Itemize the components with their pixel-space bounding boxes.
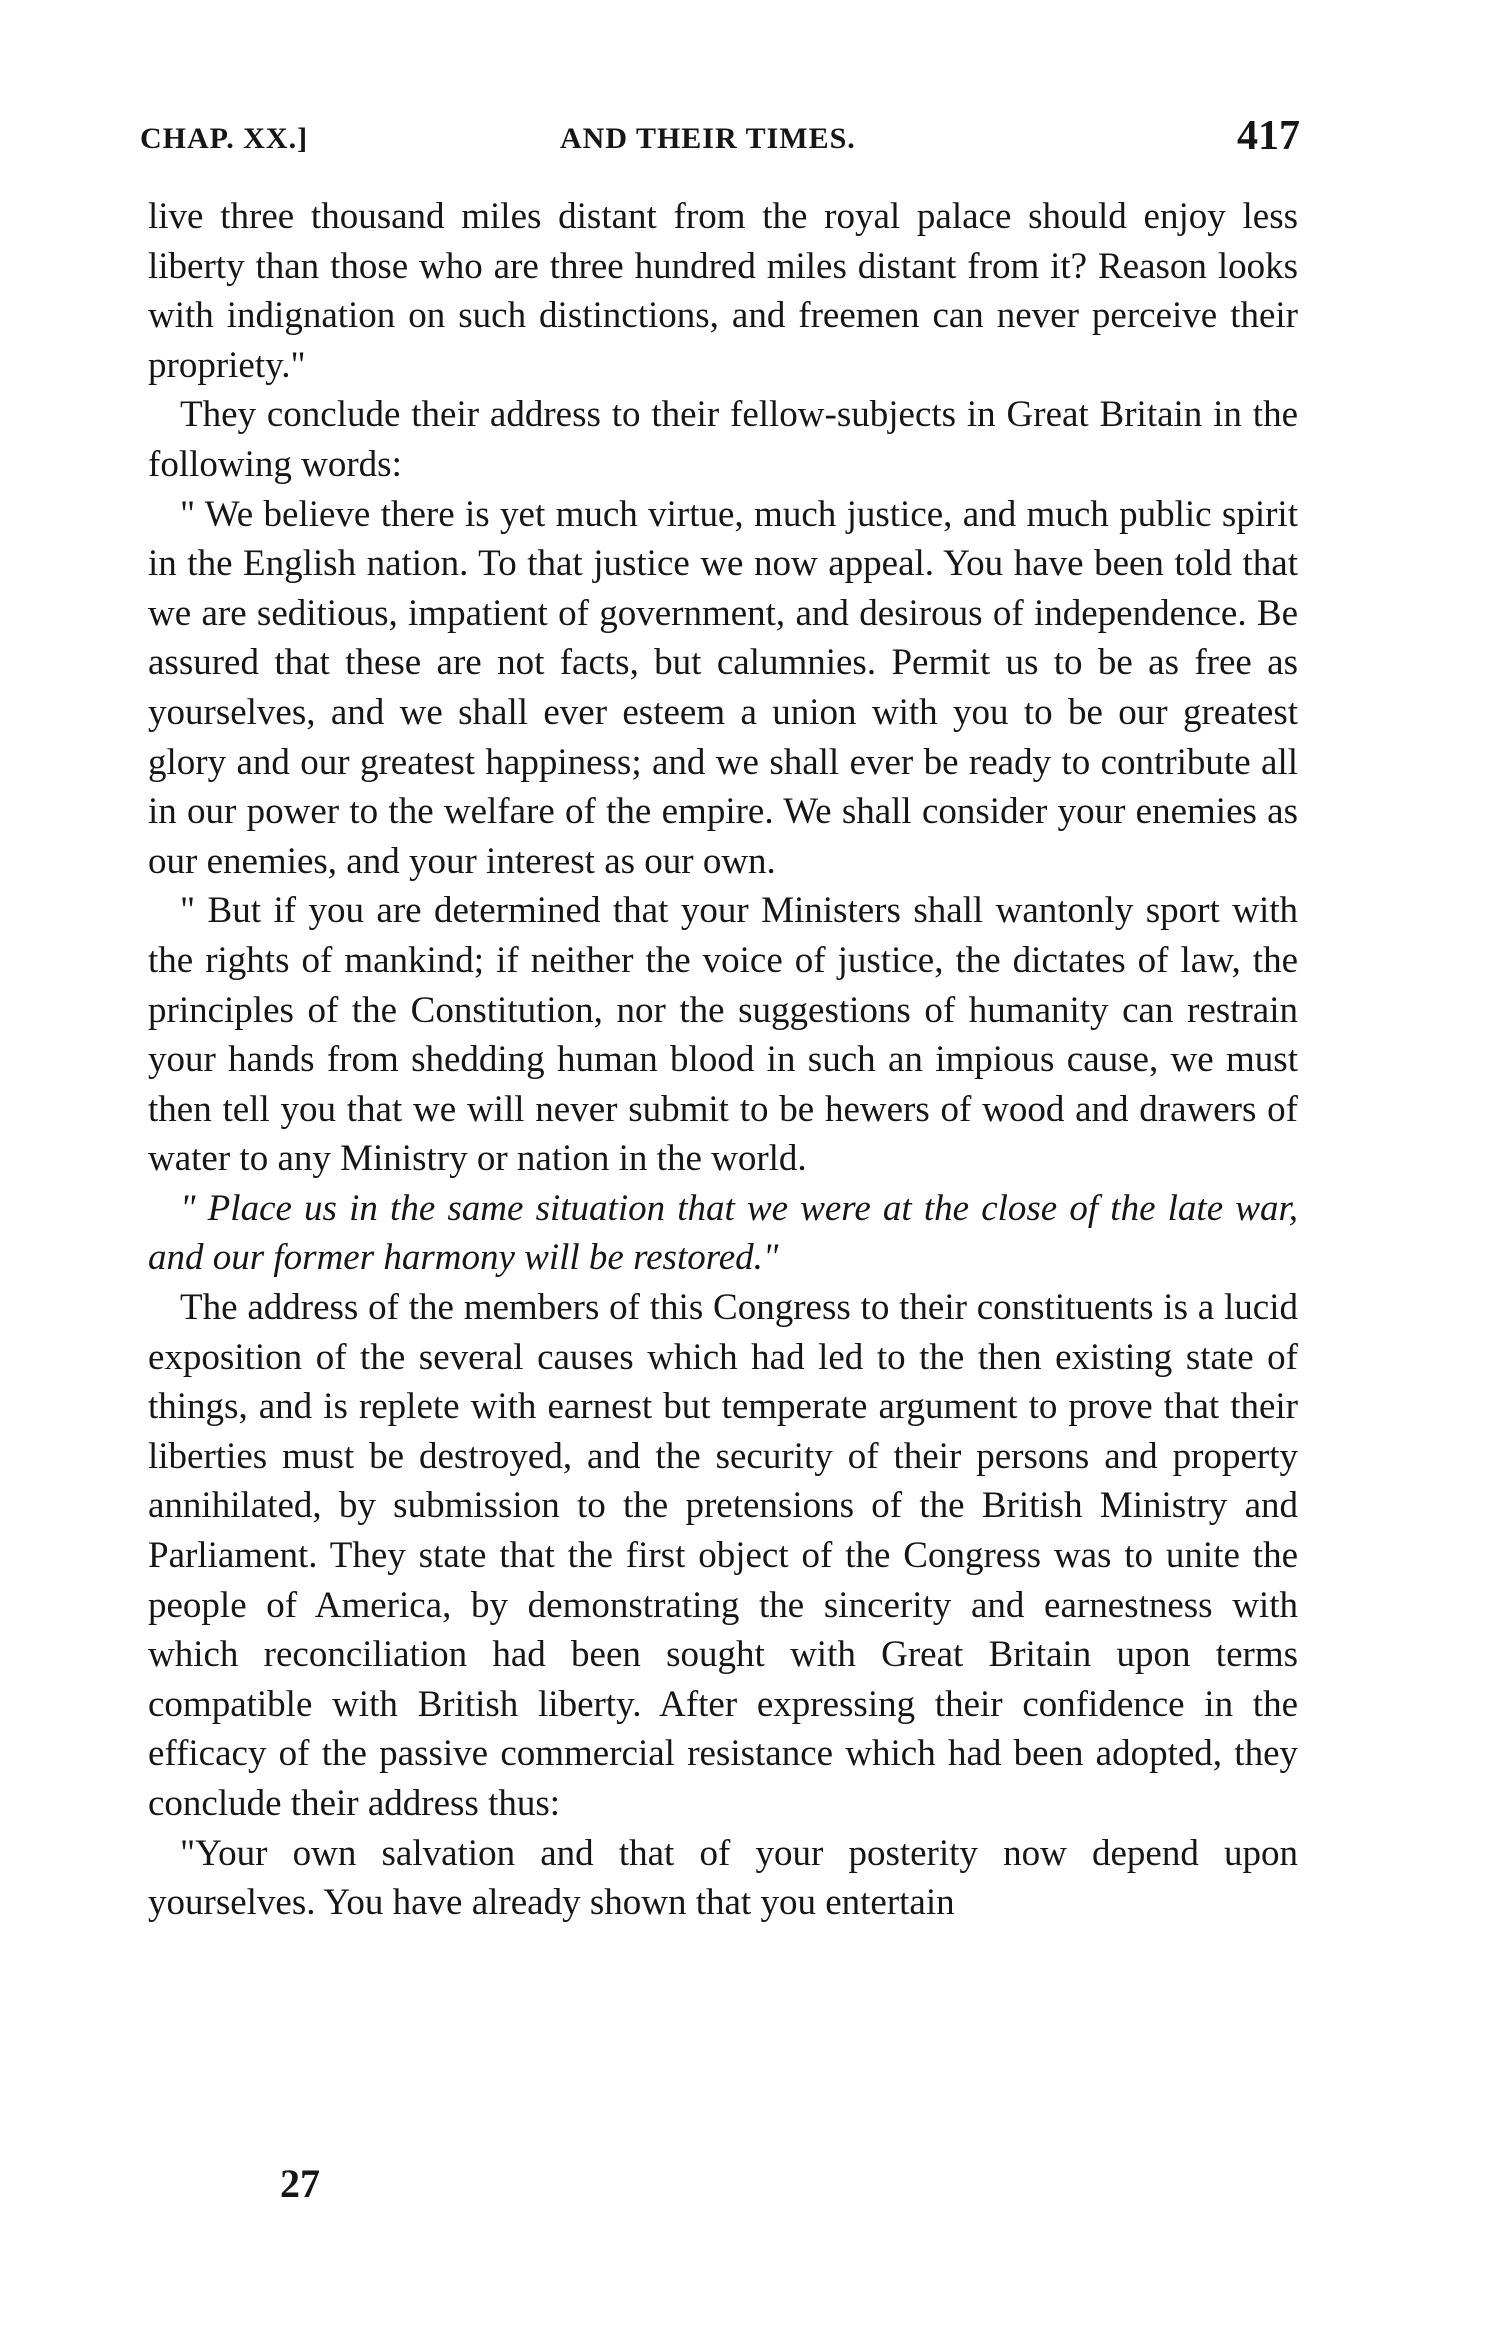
page-number: 417 [1237,113,1300,159]
quote-paragraph-italic: " Place us in the same situation that we were at the close of the late war, and our former harmony will be restored." [148,1187,1298,1279]
quote-paragraph-salvation: "Your own salvation and that of your posterity now depend upon yourselves. You have already shown that you entertain [148,1832,1298,1924]
running-title: AND THEIR TIMES. [560,122,856,155]
quote-paragraph-ministers: " But if you are determined that your Ministers shall wantonly sport with the rights of mankind; if neither the voice of justice, the dictates of law, the principles of the Constitution, nor the suggestions of humanity can restrain your hands from shedding human blood in such an impious cause, we must then tell you that we will never submit to be hewers of wood and drawers of water to any Ministry or nation in the world. [148,890,1298,1180]
paragraph-intro: They conclude their address to their fellow-subjects in Great Britain in the following words: [148,394,1298,485]
running-header [140,112,1300,172]
signature-mark: 27 [280,2161,320,2206]
chapter-label: CHAP. XX.] [140,122,309,155]
quote-paragraph-virtue: " We believe there is yet much virtue, much justice, and much public spirit in the English nation. To that justice we now appeal. You have been told that we are seditious, impatient of government, and desirous of independence. Be assured that these are not facts, but calumnies. Permit us to be as free as yourselves, and we shall ever esteem a union with you to be our greatest glory and our greatest happiness; and we shall ever be ready to contribute all in our power to the welfare of the empire. We shall consider your enemies as our enemies, and your interest as our own. [148,493,1298,882]
paragraph-continuation: live three thousand miles distant from the royal palace should enjoy less liberty than those who are three hundred miles distant from it? Reason looks with indignation on such distinctions, and freemen can never perceive their propriety." [148,196,1298,386]
body-text [148,192,1298,1928]
paragraph-address-constituents: The address of the members of this Congress to their constituents is a lucid exposition of the several causes which had led to the then existing state of things, and is replete with earnest but temperate argument to prove that their liberties must be destroyed, and the security of their persons and property annihilated, by submission to the pretensions of the British Ministry and Parliament. They state that the first object of the Congress was to unite the people of America, by demonstrating the sincerity and earnestness with which reconciliation had been sought with Great Britain upon terms compatible with British liberty. After expressing their confidence in the efficacy of the passive commercial resistance which had been adopted, they conclude their address thus: [148,1287,1298,1824]
